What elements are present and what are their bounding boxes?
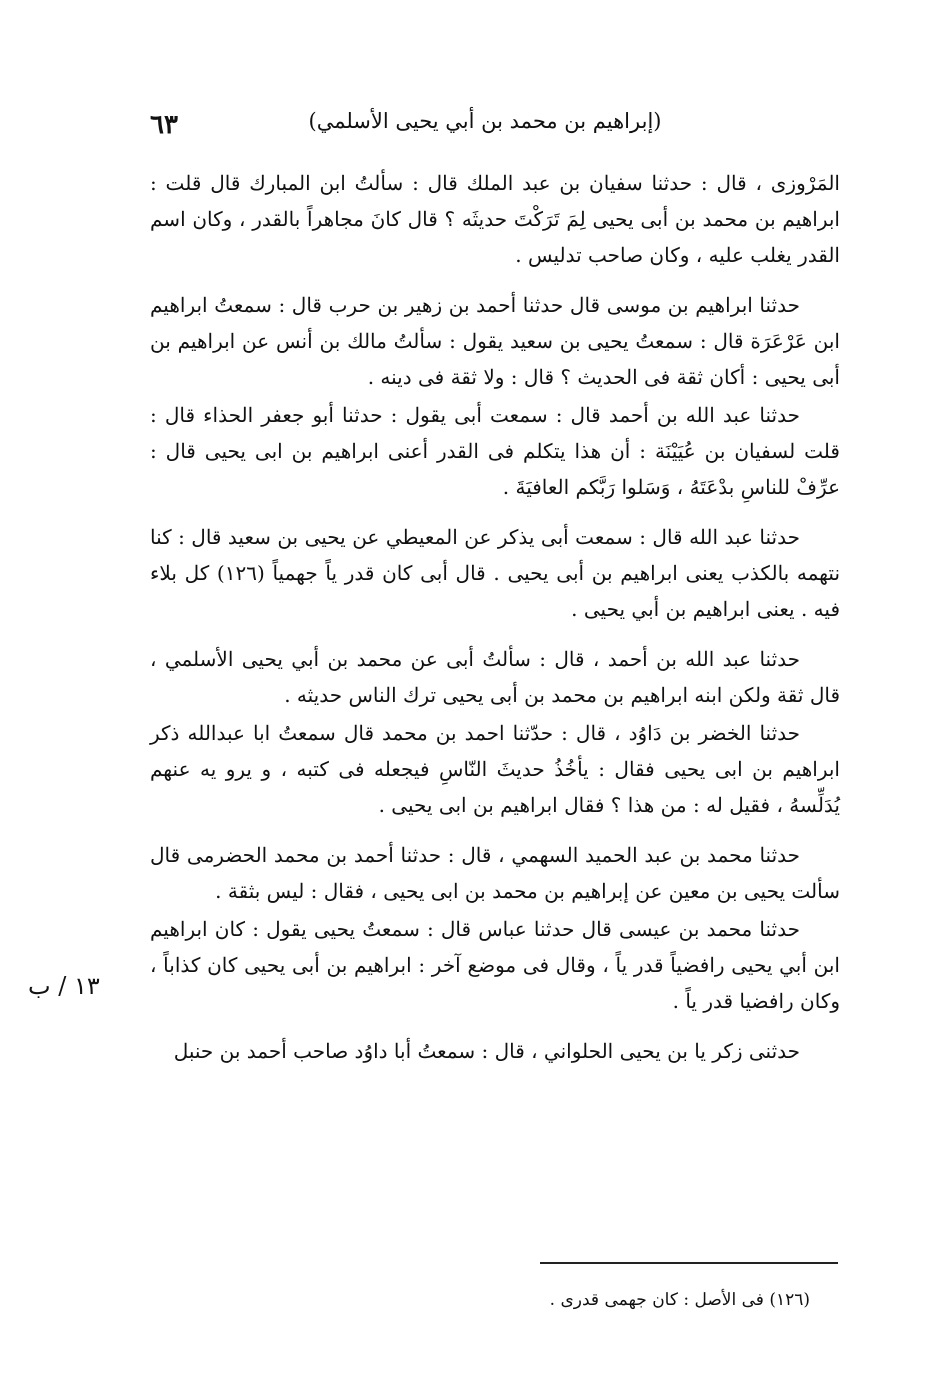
paragraph-4: حدثنا عبد الله قال : سمعت أبى يذكر عن المعيطي عن يحيى بن سعيد قال : كنا نتهمه بالكذب يعنى ابراهيم بن أبى يحيى . قال أبى كان قدر ياً جهمياً (١٢٦) كل بلاء فيه . يعنى ابراهيم بن أبي يحيى . [150,525,841,621]
paragraph-9: حدثنى زكر يا بن يحيى الحلواني ، قال : سمعتُ أبا داوُد صاحب أحمد بن حنبل [173,1039,800,1063]
paragraph-8: حدثنا محمد بن عيسى قال حدثنا عباس قال : سمعتُ يحيى يقول : كان ابراهيم ابن أبي يحيى رافضياً قدر ياً ، وقال فى موضع آخر : ابراهيم بن أبى يحيى كان كذاباً ، وكان رافضيا قدر ياً . [150,917,840,1013]
page-number: ٦٣ [150,110,178,140]
paragraph-7: حدثنا محمد بن عبد الحميد السهمي ، قال : حدثنا أحمد بن محمد الحضرمى قال سألت يحيى بن معين عن إبراهيم بن محمد بن ابى يحيى ، فقال : ليس بثقة . [150,843,840,903]
paragraph-2: حدثنا ابراهيم بن موسى قال حدثنا أحمد بن زهير بن حرب قال : سمعتُ ابراهيم ابن عَرْعَرَة قال : سمعتُ يحيى بن سعيد يقول : سألتُ مالك بن أنس عن ابراهيم بن أبى يحيى : أكان ثقة فى الحديث ؟ قال : ولا ثقة فى دينه . [150,293,840,389]
paragraph-6: حدثنا الخضر بن دَاوُد ، قال : حدّثنا احمد بن محمد قال سمعتُ ابا عبدالله ذكر ابراهيم بن ابى يحيى فقال : يأخُذُ حديثَ النّاسِ فيجعله فى كتبه ، و يرو يه عنهم يُدَلِّسهُ ، فقيل له : من هذا ؟ فقال ابراهيم بن ابى يحيى . [150,721,840,817]
paragraph-1: المَرْوزى ، قال : حدثنا سفيان بن عبد الملك قال : سألتُ ابن المبارك قال قلت : ابراهيم بن محمد بن أبى يحيى لِمَ تَرَكْتَ حديثَه ؟ قال كانَ مجاهراً بالقدر ، وكان اسم القدر يغلب عليه ، وكان صاحب تدليس . [150,171,840,267]
footnote-separator [540,1262,838,1264]
paragraph-5: حدثنا عبد الله بن أحمد ، قال : سألتُ أبى عن محمد بن أبي يحيى الأسلمي ، قال ثقة ولكن ابنه ابراهيم بن محمد بن أبى يحيى ترك الناس حديثه . [150,647,840,707]
running-title: (إبراهيم بن محمد بن أبي يحيى الأسلمي) [308,109,662,133]
footnote: (١٢٦) فى الأصل : كان جهمى قدرى . [549,1290,810,1310]
main-text [150,165,840,1069]
paragraph-3: حدثنا عبد الله بن أحمد قال : سمعت أبى يقول : حدثنا أبو جعفر الحذاء قال : قلت لسفيان بن عُيَيْنَة : أن هذا يتكلم فى القدر أعنى ابراهيم بن ابى يحيى قال : عرِّفْ للناسِ بدْعَتَهُ ، وَسَلوا رَبَّكم العافيَةَ . [150,403,840,499]
manuscript-folio-note: ١٣ / ب [28,972,100,1000]
